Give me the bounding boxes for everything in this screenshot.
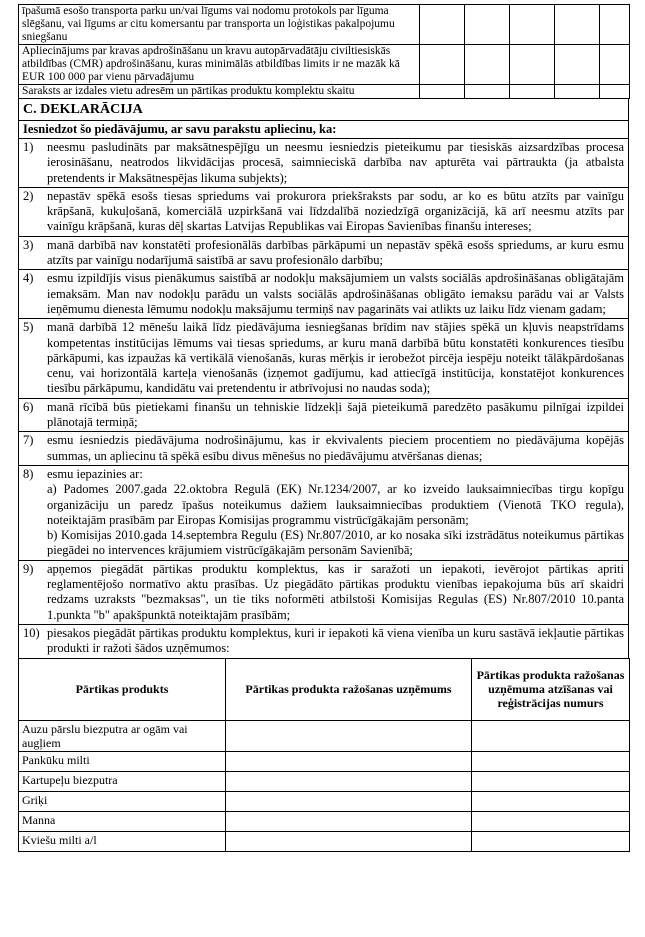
- manufacturer-cell[interactable]: [226, 831, 472, 851]
- registration-number-cell[interactable]: [472, 720, 630, 751]
- manufacturer-cell[interactable]: [226, 751, 472, 771]
- checkbox-cell[interactable]: [420, 85, 465, 99]
- item-number: 4): [23, 271, 34, 286]
- registration-number-cell[interactable]: [472, 811, 630, 831]
- declaration-item: [19, 187, 629, 236]
- product-name: Kviešu milti a/l: [19, 831, 226, 851]
- declaration-item: [19, 319, 629, 398]
- requirement-row: [19, 45, 630, 85]
- item-text: neesmu pasludināts par maksātnespējīgu un neesmu iesniedzis pieteikumu par tiesiskās aizsardzības procesa ierosināšanu, neatrodos likvidācijas procesā, saimnieciskā darbība nav apturēta vai pārtraukta (ja atbalsta pretendents ir Maksātnespējas likuma subjekts);: [47, 140, 624, 185]
- requirement-text: Apliecinājums par kravas apdrošināšanu un kravu autopārvadātāju civiltiesiskās atbildības (CMR) apdrošināšanu, kuras minimālās atbildības limits ir ne mazāk kā EUR 100 000 par vienu pārvadājumu: [19, 45, 420, 85]
- checkbox-cell[interactable]: [510, 45, 555, 85]
- checkbox-cell[interactable]: [420, 45, 465, 85]
- item-number: 8): [23, 466, 34, 481]
- manufacturer-cell[interactable]: [226, 771, 472, 791]
- requirements-table: [18, 4, 630, 99]
- checkbox-cell[interactable]: [465, 45, 510, 85]
- header-registration-number: Pārtikas produkta ražošanas uzņēmuma atzīšanas vai reģistrācijas numurs: [472, 658, 630, 720]
- header-manufacturer: Pārtikas produkta ražošanas uzņēmums: [226, 658, 472, 720]
- requirement-text: īpašumā esošo transporta parku un/vai līgums vai nodomu protokols par līguma slēgšanu, vai līgums ar citu komersantu par transporta un loģistikas pakalpojumu sniegšanu: [19, 5, 420, 45]
- declaration-item: [19, 139, 629, 188]
- checkbox-cell[interactable]: [510, 5, 555, 45]
- requirement-text: Saraksts ar izdales vietu adresēm un pārtikas produktu komplektu skaitu: [19, 85, 420, 99]
- item-text: esmu iepazinies ar:: [47, 466, 143, 481]
- item-number: 6): [23, 399, 34, 414]
- registration-number-cell[interactable]: [472, 751, 630, 771]
- product-row: [19, 831, 630, 851]
- checkbox-cell[interactable]: [555, 5, 600, 45]
- requirement-row: [19, 5, 630, 45]
- manufacturer-cell[interactable]: [226, 811, 472, 831]
- product-row: [19, 771, 630, 791]
- products-table: [18, 658, 630, 852]
- document-sheet: [18, 4, 629, 852]
- declaration-table: [18, 98, 629, 659]
- product-row: [19, 791, 630, 811]
- item-text: nepastāv spēkā esošs tiesas spriedums vai prokurora priekšraksts par sodu, ar ko es būtu atzīts par vainīgu krāpšanā, kukuļošanā, komerciālā uzpirkšanā vai līdzdalībā noziedzīgā organizācijā, kā arī neesmu atzīts par vainīgu krāpšanā, kuras dēļ skartas Latvijas Republikas vai Eiropas Savienības finanšu intereses;: [47, 188, 624, 234]
- checkbox-cell[interactable]: [510, 85, 555, 99]
- item-text: manā darbībā nav konstatēti profesionālās darbības pārkāpumi un nepastāv spēkā esošs spriedums, ar kuru esmu atzīts par vainīgu nodarījumā saistībā ar savu profesionālo darbību;: [47, 237, 624, 268]
- declaration-item: [19, 560, 629, 624]
- registration-number-cell[interactable]: [472, 771, 630, 791]
- checkbox-cell[interactable]: [600, 45, 630, 85]
- declaration-item: [19, 398, 629, 432]
- header-product: Pārtikas produkts: [19, 658, 226, 720]
- checkbox-cell[interactable]: [465, 85, 510, 99]
- declaration-item: [19, 236, 629, 270]
- product-name: Manna: [19, 811, 226, 831]
- item-number: 9): [23, 561, 34, 576]
- item-number: 7): [23, 433, 34, 448]
- item-number: 1): [23, 140, 34, 154]
- checkbox-cell[interactable]: [555, 45, 600, 85]
- item-text: manā darbībā 12 mēnešu laikā līdz piedāvājuma iesniegšanas brīdim nav stājies spēkā un kļuvis neapstrīdams kompetentas institūcijas lēmums vai tiesas spriedums, ar kuru manā darbībā būtu konstatēti konkurences tiesību pārkāpumi, kas izpaužas kā vertikālā vienošanās, kuras mērķis ir ierobežot pircēja iespēju noteikt tālākpārdošanas cenu, vai horizontālā karteļa vienošanās (izņemot gadījumu, kad attiecīgā institūcija, konstatējot konkurences tiesību pārkāpumu, kandidātu vai pretendentu ir atbrīvojusi no naudas soda);: [47, 320, 624, 396]
- item-number: 3): [23, 237, 34, 252]
- section-title: C. DEKLARĀCIJA: [19, 99, 629, 121]
- product-name: Griķi: [19, 791, 226, 811]
- item-subclause: b) Komisijas 2010.gada 14.septembra Regulu (ES) Nr.807/2010, ar ko nosaka sīki izstrādātus noteikumus pārtikas piegādei no intervences krājumiem vistrūcīgākajām personām Savienībā;: [47, 528, 624, 558]
- item-text: manā rīcībā būs pietiekami finanšu un tehniskie līdzekļi šajā pieteikumā paredzēto pasākumu pilnīgai izpildei plānotajā termiņā;: [47, 399, 624, 430]
- item-subclause: a) Padomes 2007.gada 22.oktobra Regulā (EK) Nr.1234/2007, ar ko izveido lauksaimniecības tirgu kopīgu organizāciju un paredz īpašus noteikumus dažiem lauksaimniecības produktiem (Vienotā TKO regula), noteiktajām prasībām par Eiropas Komisijas programmu vistrūcīgākajām personām;: [47, 482, 624, 527]
- item-number: 10): [23, 625, 40, 640]
- product-name: Kartupeļu biezputra: [19, 771, 226, 791]
- item-text: apņemos piegādāt pārtikas produktu komplektus, kas ir saražoti un iepakoti, ievērojot pārtikas apriti reglamentējošo normatīvo aktu prasības. Uz piegādāto pārtikas produktu vienības iepakojuma būs arī skaidri redzams uzraksts "bezmaksas", un tie tiks noformēti atbilstoši Komisijas Regulas (ES) Nr.807/2010 10.panta 1.punkta "b" apakšpunktā noteiktajām prasībām;: [47, 561, 624, 622]
- item-text: esmu izpildījis visus pienākumus saistībā ar nodokļu maksājumiem un valsts sociālās apdrošināšanas obligātajām iemaksām. Man nav nodokļu parādu un valsts sociālās apdrošināšanas obligāto iemaksu parādu vai ar Valsts ieņēmumu dienesta lēmumu nodokļu maksājumu termiņš nav pagarināts vai atlikts uz laiku līdz vienam gadam;: [47, 271, 624, 316]
- manufacturer-cell[interactable]: [226, 720, 472, 751]
- manufacturer-cell[interactable]: [226, 791, 472, 811]
- checkbox-cell[interactable]: [600, 5, 630, 45]
- item-text: esmu iesniedzis piedāvājuma nodrošinājumu, kas ir ekvivalents pieciem procentiem no piedāvājuma kopējās summas, un apliecinu tā spēkā esību divus mēnešus no piedāvājumu atvēršanas dienas;: [47, 433, 624, 463]
- checkbox-cell[interactable]: [600, 85, 630, 99]
- checkbox-cell[interactable]: [420, 5, 465, 45]
- registration-number-cell[interactable]: [472, 791, 630, 811]
- item-number: 2): [23, 188, 34, 203]
- product-name: Pankūku milti: [19, 751, 226, 771]
- checkbox-cell[interactable]: [465, 5, 510, 45]
- declaration-intro: Iesniedzot šo piedāvājumu, ar savu parakstu apliecinu, ka:: [19, 121, 629, 139]
- product-row: [19, 811, 630, 831]
- requirement-row: [19, 85, 630, 99]
- declaration-item: [19, 432, 629, 466]
- registration-number-cell[interactable]: [472, 831, 630, 851]
- declaration-item: [19, 270, 629, 319]
- declaration-item: [19, 624, 629, 658]
- item-number: 5): [23, 320, 34, 335]
- checkbox-cell[interactable]: [555, 85, 600, 99]
- product-name: Auzu pārslu biezputra ar ogām vai augļiem: [19, 720, 226, 751]
- item-text: piesakos piegādāt pārtikas produktu komplektus, kuri ir iepakoti kā viena vienība un kuru sastāvā iekļautie pārtikas produkti ir ražoti šādos uzņēmumos:: [47, 625, 624, 656]
- declaration-item: [19, 465, 629, 560]
- product-row: [19, 720, 630, 751]
- product-row: [19, 751, 630, 771]
